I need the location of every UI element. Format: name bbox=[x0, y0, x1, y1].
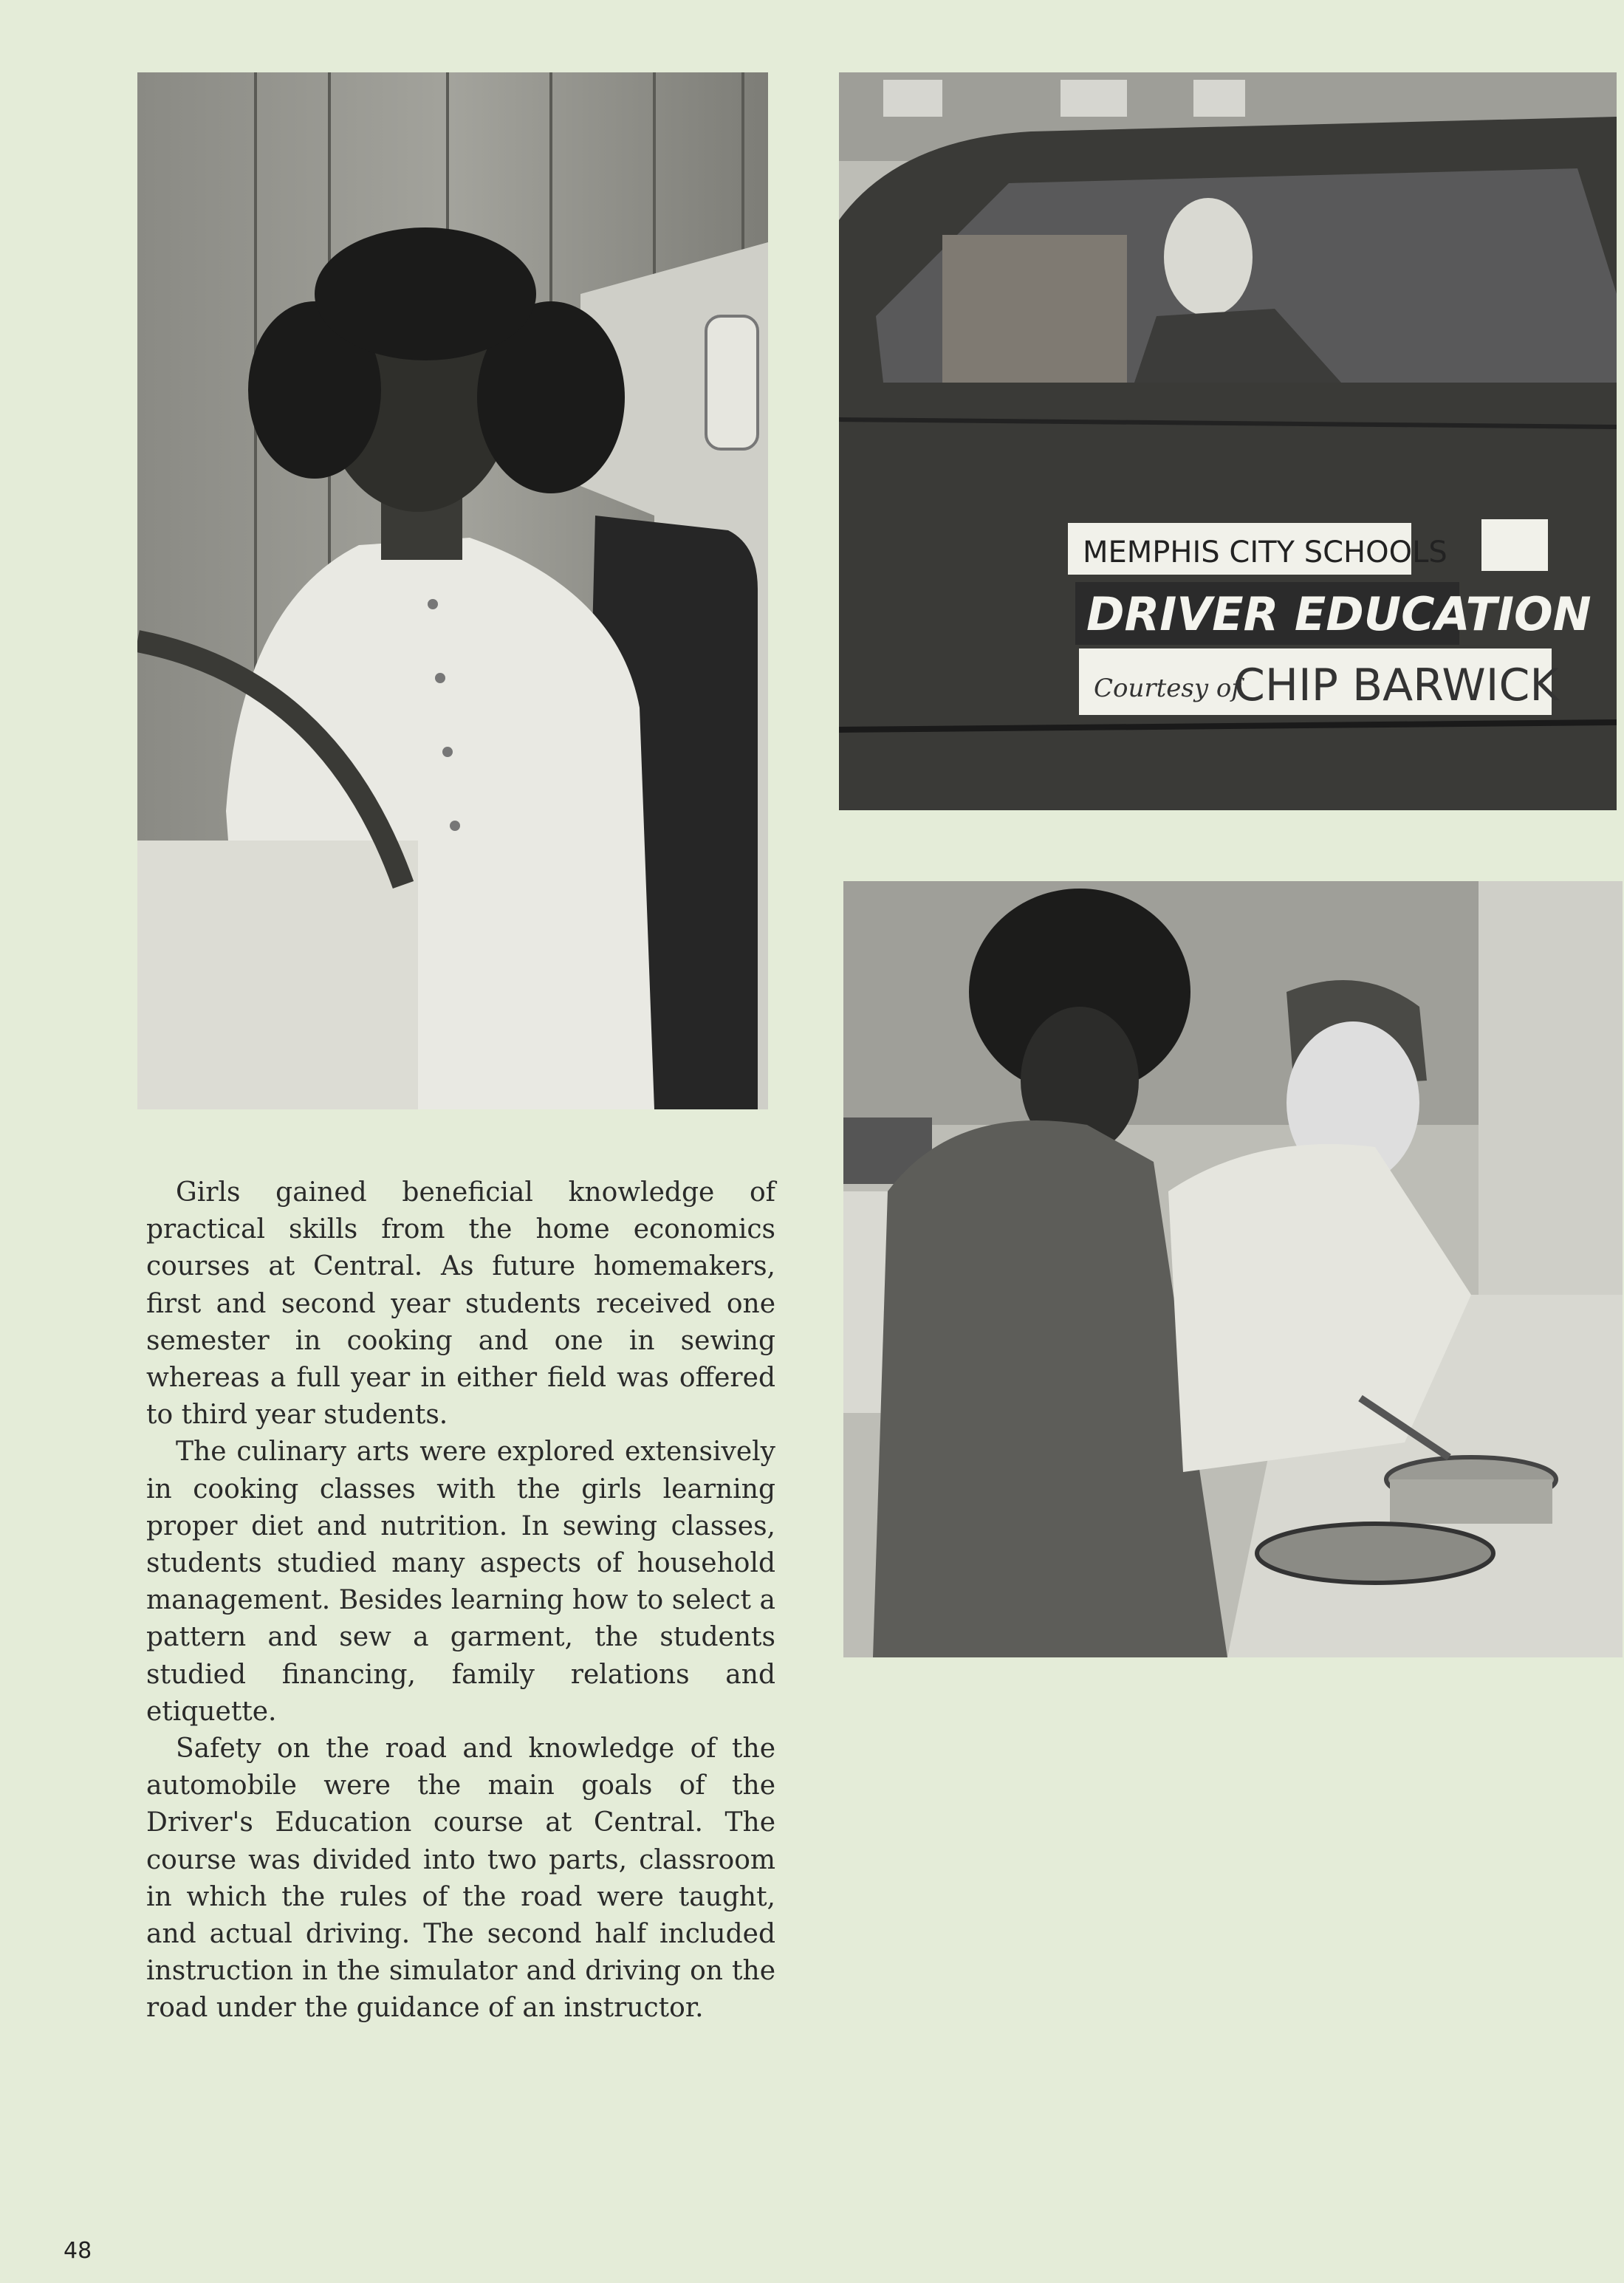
photo-girl-driver-seat-icon bbox=[137, 72, 768, 1109]
paragraph-cooking-sewing: The culinary arts were explored extensively in cooking classes with the girls learning proper diet and nutrition. In sewing classes, students studied many aspects of household management. Besides learning how to select a pattern and sew a garment, the students studied financing, family relations and etiquette. bbox=[146, 1437, 775, 1727]
photo-girl-in-car bbox=[137, 72, 768, 1109]
sign-line-1: MEMPHIS CITY SCHOOLS bbox=[1083, 535, 1447, 569]
paragraph-drivers-education: Safety on the road and knowledge of the automobile were the main goals of the Driver's Education course at Central. The course was divided into two parts, classroom in which the rules of the road were taught, and actual driving. The second half included instruction in the simulator and driving on the road under the guidance of an instructor. bbox=[146, 1733, 775, 2024]
photo-driver-education-car bbox=[839, 72, 1617, 810]
door-sign bbox=[1068, 519, 1592, 715]
paragraph-home-economics: Girls gained beneficial knowledge of practical skills from the home economics courses at Central. As future homemakers, first and second year students received one semester in cooking and one in sewing whereas a full year in either field was offered to third year students. bbox=[146, 1177, 775, 1431]
sign-line-2: DRIVER EDUCATION bbox=[1086, 587, 1592, 641]
article-text bbox=[146, 1174, 775, 2027]
sign-line-3-script: Courtesy of bbox=[1094, 674, 1241, 703]
page-number: 48 bbox=[64, 2238, 92, 2264]
photo-cooking-class bbox=[843, 881, 1623, 1657]
sign-line-3-name: CHIP BARWICK bbox=[1234, 660, 1559, 711]
photo-instructor-in-car-icon bbox=[839, 72, 1617, 810]
photo-students-cooking-icon bbox=[843, 881, 1623, 1657]
